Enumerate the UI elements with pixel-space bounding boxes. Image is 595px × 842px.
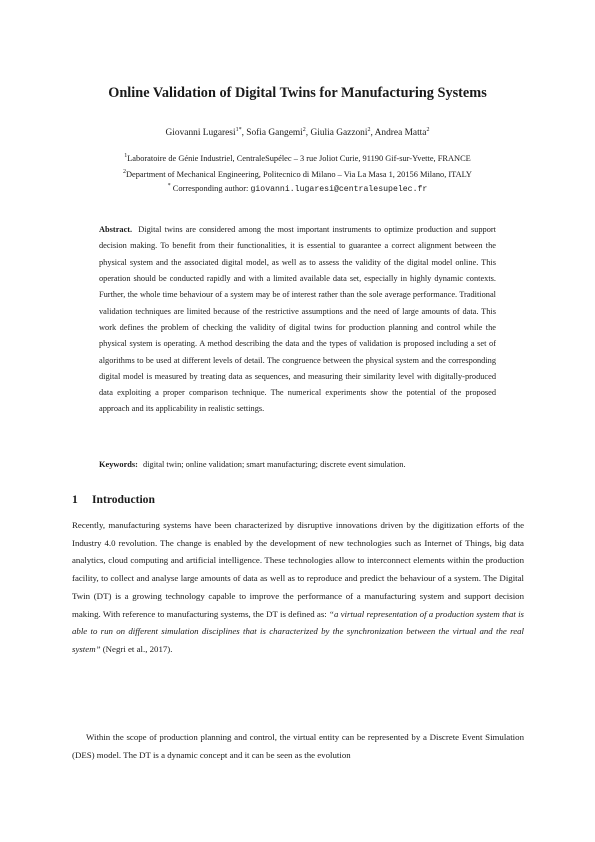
author-separator: , bbox=[241, 128, 247, 138]
affiliation-text: Laboratoire de Génie Industriel, CentraleSupélec – 3 rue Joliot Curie, 91190 Gif-sur-Yvette, FRANCE bbox=[127, 154, 471, 163]
corresponding-label: Corresponding author: bbox=[172, 184, 251, 193]
author-name: Giulia Gazzoni bbox=[310, 128, 368, 138]
paragraph-text: Recently, manufacturing systems have been characterized by disruptive innovations driven by the digitization efforts of the Industry 4.0 revolution. The change is enabled by the development of new technologies such as Internet of Things, big data analytics, cloud computing and artificial intelligence. These technologies allow to interconnect elements within the production facility, to collect and analyse large amounts of data as well as to reproduce and predict the behaviour of a system. The Digital Twin (DT) is a growing technology capable to improve the performance of a manufacturing system and support decision making. With reference to manufacturing systems, the DT is defined as: bbox=[72, 520, 524, 619]
affiliation-2 bbox=[40, 170, 555, 179]
affiliation-mark: 1 bbox=[124, 153, 128, 160]
author-separator: , bbox=[370, 128, 375, 138]
abstract-label: Abstract. bbox=[99, 225, 133, 234]
author-affiliation-mark: 2 bbox=[426, 126, 430, 133]
keywords-text: digital twin; online validation; smart manufacturing; discrete event simulation. bbox=[143, 460, 406, 469]
author-separator: , bbox=[305, 128, 311, 138]
keywords-label: Keywords: bbox=[99, 460, 138, 469]
author-affiliation-mark: 2 bbox=[302, 126, 306, 133]
section-title: Introduction bbox=[92, 493, 155, 506]
author-name: Sofia Gangemi bbox=[246, 128, 303, 138]
affiliation-mark: 2 bbox=[122, 169, 126, 176]
author-affiliation-mark: 2 bbox=[367, 126, 371, 133]
abstract bbox=[99, 222, 496, 418]
affiliation-text: Department of Mechanical Engineering, Politecnico di Milano – Via La Masa 1, 20156 Milano, ITALY bbox=[125, 170, 472, 179]
abstract-text: Digital twins are considered among the most important instruments to optimize production and support decision making. To benefit from their functionalities, it is essential to guarantee a correct alignment between the physical system and the associated digital model, as well as to assess the validity of the digital model online. This operation should be conducted rapidly and with a limited available data set, especially in highly dynamic contexts. Further, the whole time behaviour of a system may be of interest rather than the sole average performance. Traditional validation techniques are limited because of the restrictive assumptions and the need of large amounts of data. This work defines the problem of checking the validity of digital twins for production planning and control while the physical system is operating. A method describing the data and the types of validation is proposed including a set of algorithms to be used at different levels of detail. The congruence between the physical system and the corresponding digital model is measured by treating data as sequences, and measuring their similarity level with digitally-produced data exploiting a proper comparison technique. The numerical experiments show the potential of the proposed approach and its applicability in realistic settings. bbox=[99, 225, 496, 414]
body-paragraph-1 bbox=[72, 517, 524, 659]
corresponding-mark: * bbox=[167, 183, 171, 190]
author-name: Giovanni Lugaresi bbox=[165, 128, 236, 138]
body-paragraph-2: Within the scope of production planning and control, the virtual entity can be represented by a Discrete Event Simulation (DES) model. The DT is a dynamic concept and it can be seen as the evolution bbox=[72, 732, 524, 760]
author-name: Andrea Matta bbox=[374, 128, 427, 138]
paper-title: Online Validation of Digital Twins for Manufacturing Systems bbox=[108, 85, 487, 101]
corresponding-author bbox=[40, 184, 555, 194]
author-list bbox=[40, 128, 555, 138]
section-number: 1 bbox=[72, 493, 78, 506]
corresponding-email: giovanni.lugaresi@centralesupelec.fr bbox=[250, 185, 428, 194]
section-heading bbox=[72, 493, 155, 506]
author-affiliation-mark: 1* bbox=[235, 126, 242, 133]
keywords bbox=[99, 460, 496, 469]
definition-quote: “a virtual representation of a production system that is able to run on different simulation disciplines that is characterized by the synchronization between the virtual and the real system” bbox=[72, 608, 524, 654]
citation-text: (Negri et al., 2017). bbox=[100, 643, 173, 654]
affiliation-1 bbox=[40, 154, 555, 163]
